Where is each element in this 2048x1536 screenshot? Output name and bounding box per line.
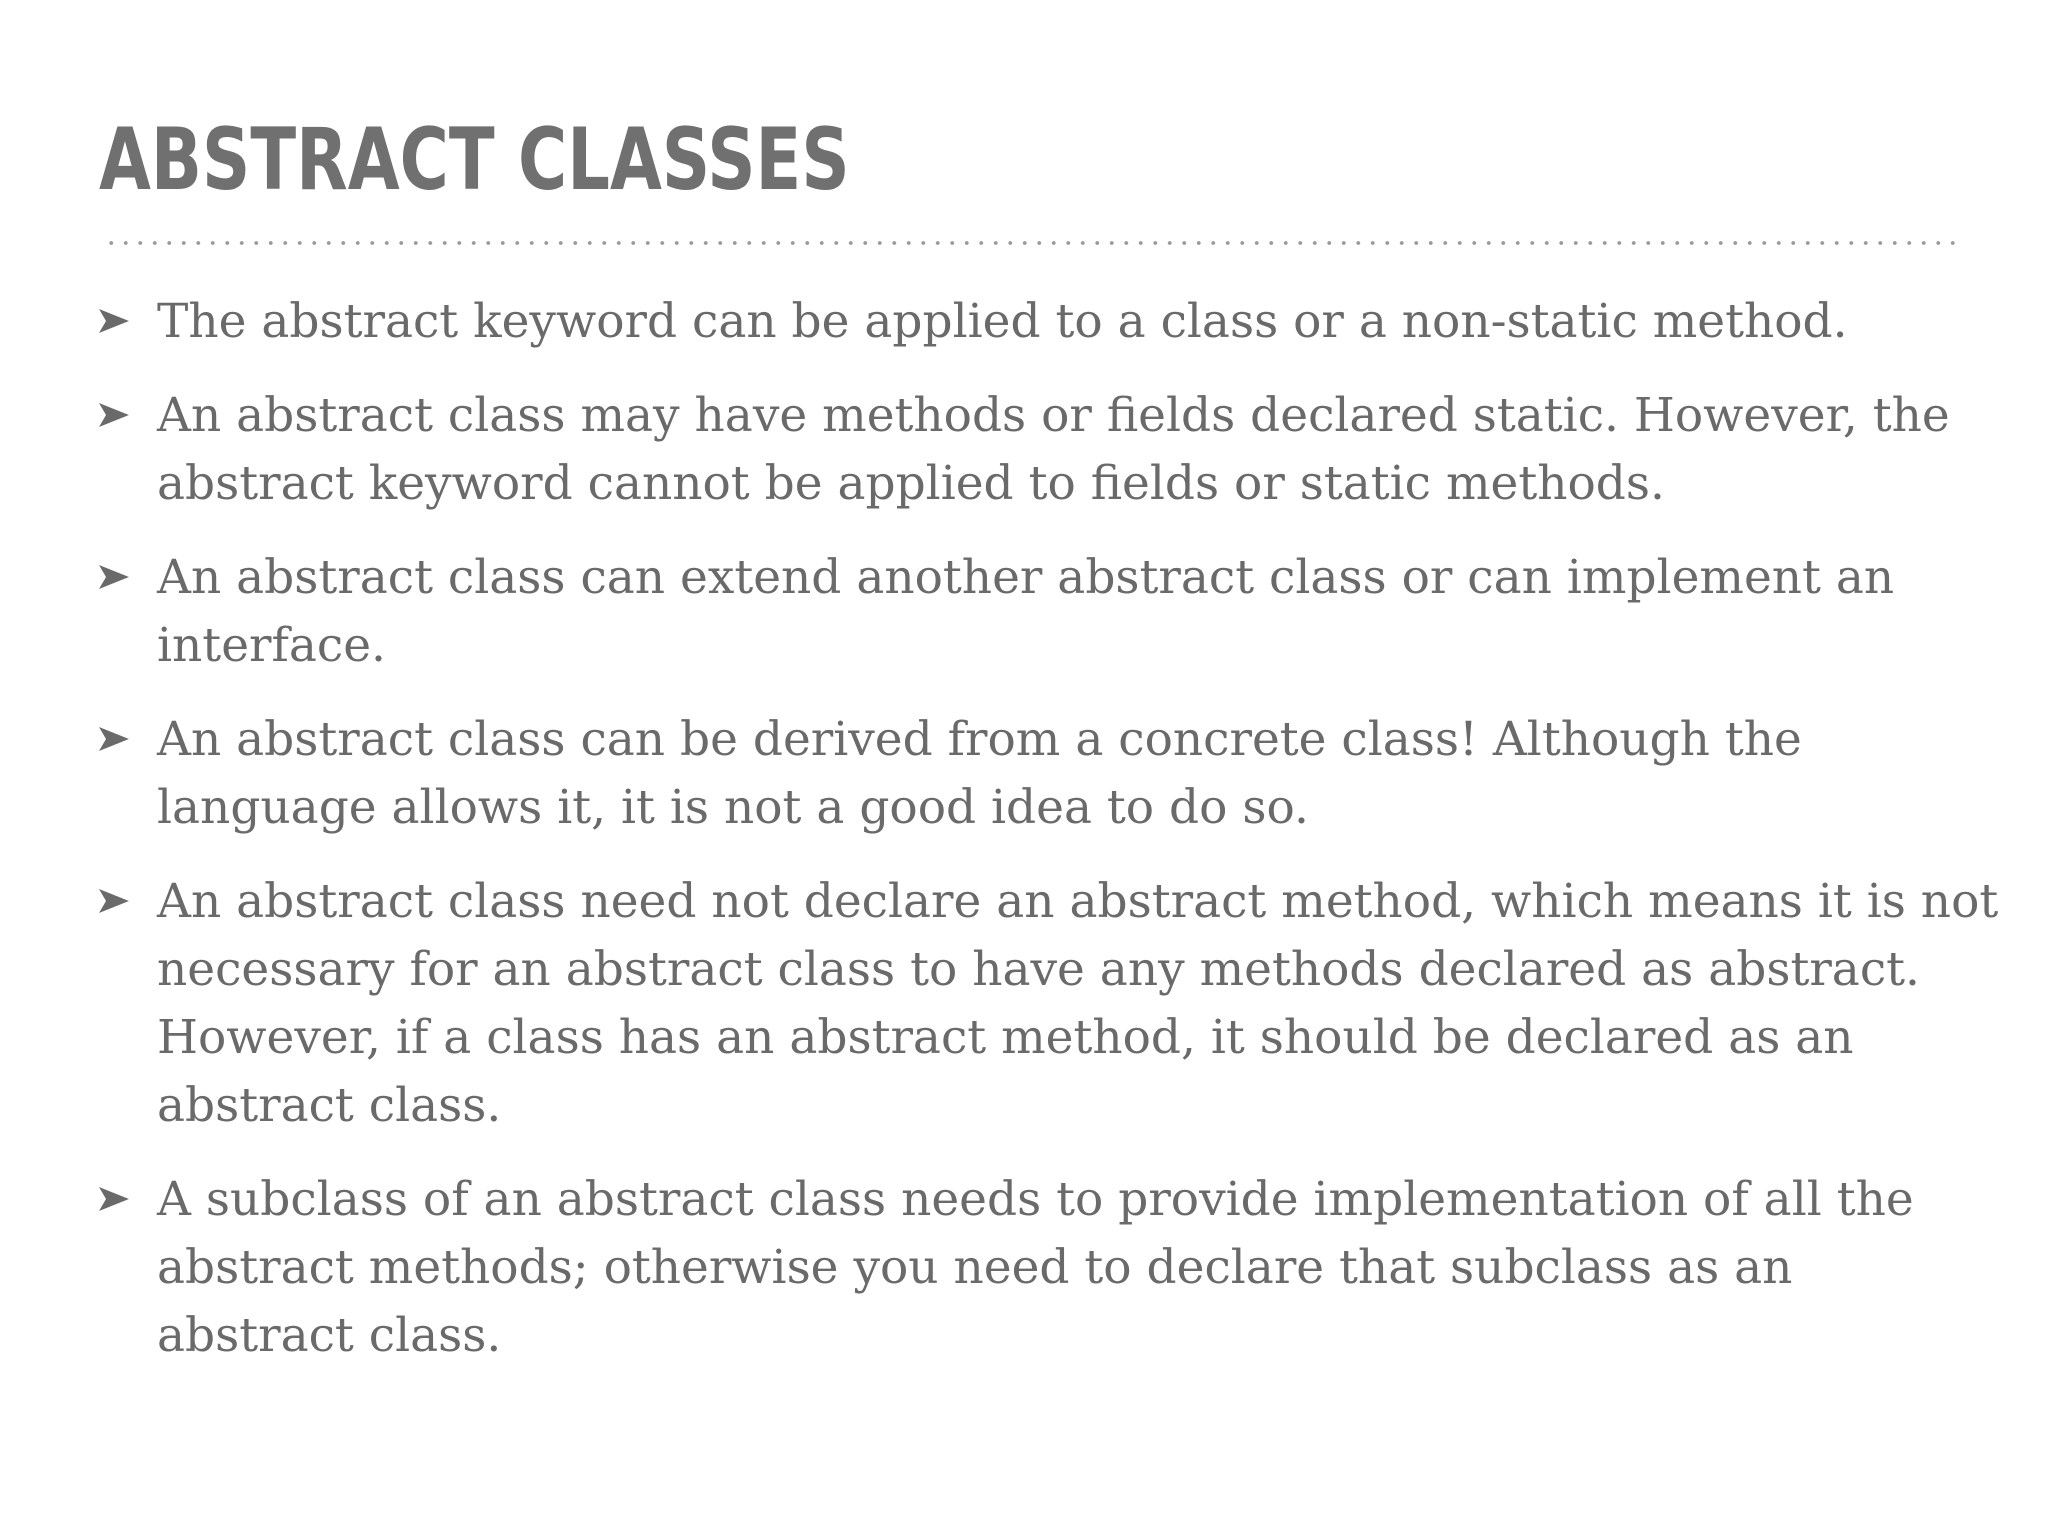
bullet-text: An abstract class can extend another abstract class or can implement an interface.	[157, 550, 1895, 673]
arrowhead-bullet-icon	[99, 565, 129, 589]
list-item	[99, 706, 1999, 842]
list-item	[99, 288, 1999, 356]
slide-title: ABSTRACT CLASSES	[99, 110, 850, 210]
bullet-text: An abstract class may have methods or fields declared static. However, the abstract keyword cannot be applied to fields or static methods.	[157, 388, 1950, 511]
arrowhead-bullet-icon	[99, 727, 129, 751]
arrowhead-bullet-icon	[99, 1187, 129, 1211]
bullet-list	[99, 288, 1999, 1396]
bullet-text: An abstract class need not declare an abstract method, which means it is not necessary for an abstract class to have any methods declared as abstract. However, if a class has an abstract method, it should be declared as an abstract class.	[157, 874, 1999, 1133]
list-item	[99, 1166, 1999, 1370]
bullet-text: The abstract keyword can be applied to a class or a non-static method.	[157, 294, 1848, 349]
arrowhead-bullet-icon	[99, 403, 129, 427]
dotted-divider	[104, 240, 1962, 246]
bullet-text: An abstract class can be derived from a concrete class! Although the language allows it, it is not a good idea to do so.	[157, 712, 1802, 835]
arrowhead-bullet-icon	[99, 889, 129, 913]
list-item	[99, 868, 1999, 1140]
list-item	[99, 382, 1999, 518]
arrowhead-bullet-icon	[99, 309, 129, 333]
list-item	[99, 544, 1999, 680]
bullet-text: A subclass of an abstract class needs to provide implementation of all the abstract methods; otherwise you need to declare that subclass as an abstract class.	[157, 1172, 1914, 1363]
